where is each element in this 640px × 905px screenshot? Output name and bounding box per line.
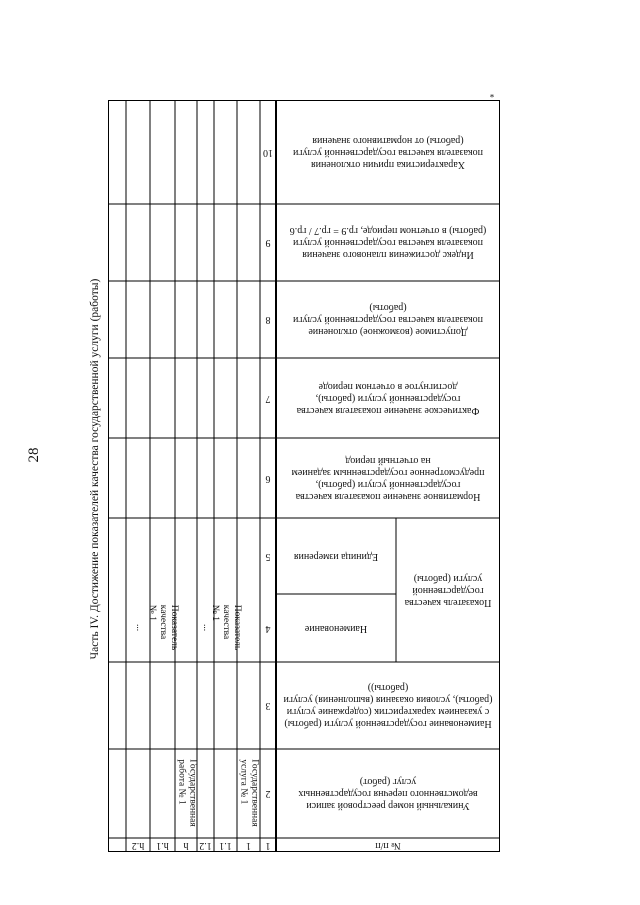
table-row-number: 1.2 <box>199 840 212 851</box>
column-number: 5 <box>265 551 271 562</box>
table-cell-registry: Государственная услуга № 1 <box>238 759 260 828</box>
footnote-mark: * <box>489 89 495 99</box>
header-actual-value: Фактическое значение показателя качества государственной услуги (работы), достигнутое в отчетном периоде <box>296 381 480 416</box>
header-service-name: Наименование государственной услуги (работы) с указанием характеристик (содержание услуги (работы), условия оказания (выполнения) услуги (работы)) <box>283 682 493 730</box>
header-quality-indicator: Показатель качества государственной услуги (работы) <box>404 573 492 608</box>
page-number: 28 <box>26 447 42 463</box>
table-row-number: 1.1 <box>219 840 232 851</box>
column-number: 4 <box>265 623 271 634</box>
table-cell-indicator: Показатель качества № 1 <box>210 605 242 651</box>
column-number: 1 <box>265 840 271 851</box>
table-row-number: 1 <box>246 840 251 851</box>
header-registry-number: Уникальный номер реестровой записи ведомственного перечня государственных услуг (работ) <box>298 776 478 812</box>
table-row-number: h.1 <box>156 840 169 851</box>
column-number: 10 <box>263 147 273 158</box>
subheader-unit: Единица измерения <box>293 551 379 562</box>
table-cell-indicator: ... <box>133 624 144 632</box>
table-cell-indicator: Показатель качества № 1 <box>147 605 179 651</box>
column-number: 7 <box>265 393 271 404</box>
header-row-number: № п/п <box>375 840 401 851</box>
table-cell-registry: Государственная работа № 1 <box>176 759 197 828</box>
table-cell-indicator: ... <box>201 624 211 632</box>
table-row-number: h <box>183 840 189 851</box>
column-number: 2 <box>265 788 271 800</box>
header-normative-value: Нормативное значение показателя качества государственной услуги (работы), предусмотренное государственным заданием на отчетный период <box>291 455 485 502</box>
header-deviation-reasons: Характеристика причин отклонения показателя качества государственной услуги (работы) от нормативного значения <box>293 135 483 170</box>
column-number: 8 <box>265 314 271 326</box>
quality-indicators-table <box>108 100 500 852</box>
column-number: 6 <box>265 473 271 484</box>
subheader-name: Наименование <box>304 623 368 634</box>
column-number: 3 <box>265 700 271 712</box>
header-allowed-deviation: Допустимое (возможное) отклонение показателя качества государственной услуги (работы) <box>293 302 483 338</box>
section-title: Часть IV. Достижение показателей качества государственной услуги (работы) <box>89 278 101 660</box>
column-number: 9 <box>265 237 271 249</box>
table-row-number: h.2 <box>131 840 145 851</box>
header-achievement-index: Индекс достижения планового значения показателя качества государственной услуги (работы) в отчетном периоде, гр.9 = гр.7 / гр.6 <box>289 225 487 261</box>
